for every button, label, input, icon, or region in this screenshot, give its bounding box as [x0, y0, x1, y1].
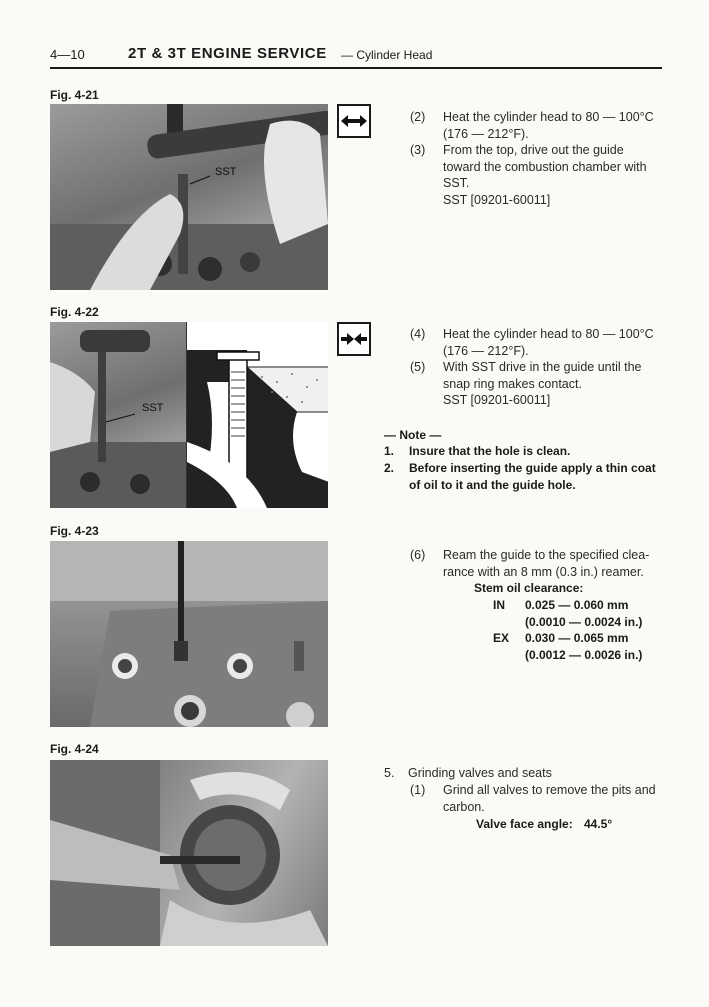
clearance-ex-mm: 0.030 — 0.065 mm [525, 631, 629, 645]
figure-label-4-24: Fig. 4-24 [50, 742, 99, 756]
valve-face-angle-label: Valve face angle: [476, 817, 573, 831]
figure-photo-4-21 [50, 104, 328, 290]
note-title: — Note — [384, 428, 442, 442]
figure-label-4-22: Fig. 4-22 [50, 305, 99, 319]
page-title: 2T & 3T ENGINE SERVICE [128, 45, 327, 62]
clearance-in-label: IN [493, 598, 505, 612]
figure-photo-4-23 [50, 541, 328, 727]
figure-label-4-21: Fig. 4-21 [50, 88, 99, 102]
valve-face-angle-value: 44.5° [584, 817, 613, 831]
figure-label-4-23: Fig. 4-23 [50, 524, 99, 538]
clearance-in-mm: 0.025 — 0.060 mm [525, 598, 629, 612]
arrows-inward-icon [337, 322, 371, 356]
figure-photo-4-24 [50, 760, 328, 946]
clearance-ex-in: (0.0012 — 0.0026 in.) [525, 648, 643, 662]
figure-photo-4-22 [50, 322, 186, 508]
page-subtitle: — Cylinder Head [341, 48, 433, 62]
page-number: 4—10 [50, 47, 85, 62]
guide-diagram [186, 322, 328, 508]
arrows-outward-icon [337, 104, 371, 138]
clearance-ex-label: EX [493, 631, 510, 645]
clearance-title: Stem oil clearance: [474, 581, 584, 595]
clearance-in-in: (0.0010 — 0.0024 in.) [525, 615, 643, 629]
sst-callout-2: SST [142, 402, 164, 414]
header-rule [50, 67, 662, 69]
sst-callout: SST [215, 166, 237, 178]
